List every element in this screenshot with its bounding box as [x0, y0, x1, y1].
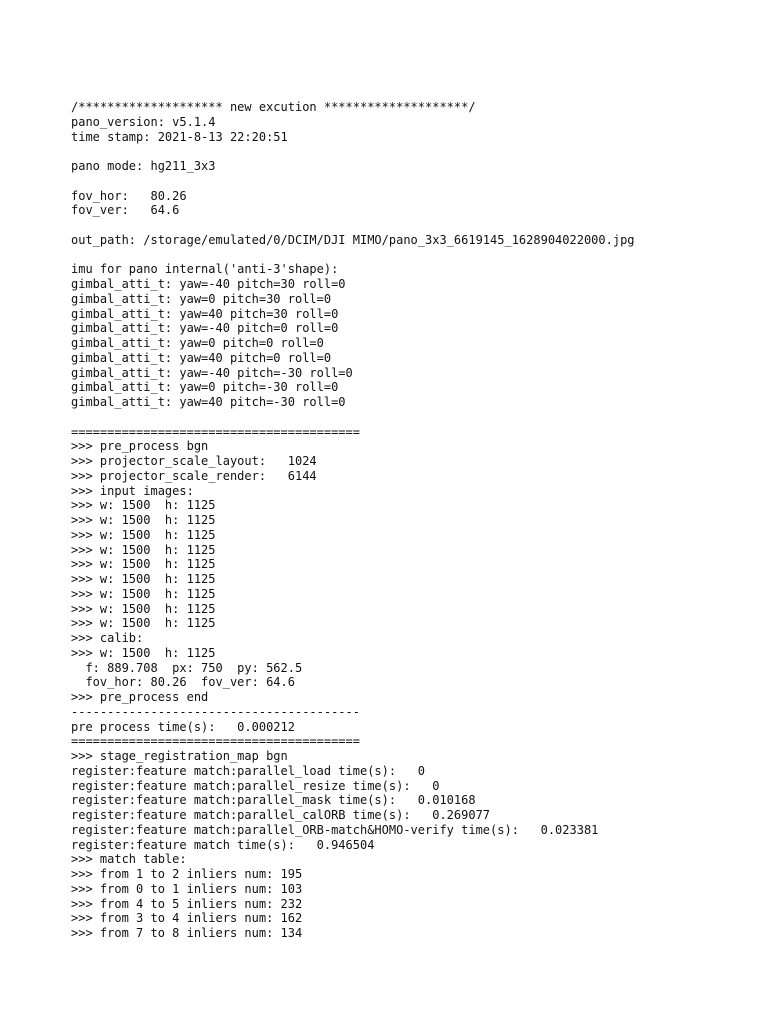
log-line: ----------------------------------------: [71, 704, 360, 719]
log-line: >>> w: 1500 h: 1125: [71, 586, 216, 601]
log-line: gimbal_atti_t: yaw=40 pitch=-30 roll=0: [71, 395, 346, 409]
log-line: gimbal_atti_t: yaw=-40 pitch=-30 roll=0: [71, 365, 353, 380]
log-line: register:feature match:parallel_load time(s): 0: [71, 763, 426, 778]
log-line: imu for pano internal('anti-3'shape):: [71, 262, 339, 277]
log-line: [71, 410, 751, 425]
log-line: register:feature match:parallel_calORB time(s): 0.269077: [71, 808, 491, 822]
log-line: register:feature match:parallel_ORB-match&HOMO-verify time(s): 0.023381: [71, 822, 599, 837]
log-line: >>> w: 1500 h: 1125: [71, 513, 216, 527]
log-line: >>> w: 1500 h: 1125: [71, 616, 216, 631]
log-line: /******************** new excution ********************/: [71, 100, 476, 114]
log-line: gimbal_atti_t: yaw=0 pitch=30 roll=0: [71, 291, 332, 306]
log-line: register:feature match time(s): 0.946504: [71, 837, 375, 852]
log-line: gimbal_atti_t: yaw=0 pitch=-30 roll=0: [71, 380, 339, 395]
log-line: >>> w: 1500 h: 1125: [71, 601, 216, 616]
log-line: >>> pre_process bgn: [71, 439, 209, 454]
log-line: >>> from 3 to 4 inliers num: 162: [71, 911, 303, 926]
log-line: pano_version: v5.1.4: [71, 114, 216, 129]
log-line: >>> from 0 to 1 inliers num: 103: [71, 881, 303, 896]
log-line: gimbal_atti_t: yaw=40 pitch=0 roll=0: [71, 350, 332, 365]
log-line: >>> pre_process end: [71, 690, 209, 704]
log-line: >>> from 4 to 5 inliers num: 232: [71, 896, 303, 911]
log-line: >>> w: 1500 h: 1125: [71, 645, 216, 660]
log-line: f: 889.708 px: 750 py: 562.5: [71, 660, 303, 675]
log-line: gimbal_atti_t: yaw=0 pitch=0 roll=0: [71, 336, 324, 350]
log-line: >>> w: 1500 h: 1125: [71, 498, 216, 513]
log-line: register:feature match:parallel_mask time(s): 0.010168: [71, 793, 476, 808]
log-line: [71, 248, 751, 263]
log-line: gimbal_atti_t: yaw=-40 pitch=30 roll=0: [71, 277, 346, 291]
log-line: [71, 174, 751, 189]
log-line: register:feature match:parallel_resize time(s): 0: [71, 778, 440, 793]
log-line: >>> w: 1500 h: 1125: [71, 572, 216, 586]
log-line: [71, 218, 751, 233]
log-line: >>> w: 1500 h: 1125: [71, 557, 216, 572]
log-line: ========================================: [71, 424, 360, 439]
log-line: >>> projector_scale_layout: 1024: [71, 454, 317, 468]
log-line: gimbal_atti_t: yaw=40 pitch=30 roll=0: [71, 306, 339, 321]
log-line: >>> input images:: [71, 483, 194, 498]
log-line: fov_ver: 64.6: [71, 203, 180, 218]
log-line: fov_hor: 80.26: [71, 188, 187, 203]
log-line: time stamp: 2021-8-13 22:20:51: [71, 129, 288, 144]
log-line: >>> w: 1500 h: 1125: [71, 527, 216, 542]
log-line: >>> projector_scale_render: 6144: [71, 468, 317, 483]
log-line: >>> from 1 to 2 inliers num: 195: [71, 867, 303, 881]
log-line: [71, 144, 751, 159]
log-line: ========================================: [71, 734, 360, 749]
log-text-block: [71, 100, 751, 941]
log-line: >>> match table:: [71, 852, 187, 867]
log-line: pre process time(s): 0.000212: [71, 719, 295, 734]
log-line: out_path: /storage/emulated/0/DCIM/DJI MIMO/pano_3x3_6619145_1628904022000.jpg: [71, 232, 635, 247]
log-line: >>> stage_registration_map bgn: [71, 749, 288, 763]
log-line: fov_hor: 80.26 fov_ver: 64.6: [71, 675, 295, 690]
log-line: pano mode: hg211_3x3: [71, 159, 216, 173]
log-line: >>> calib:: [71, 631, 144, 645]
log-line: >>> w: 1500 h: 1125: [71, 542, 216, 557]
log-line: >>> from 7 to 8 inliers num: 134: [71, 926, 303, 940]
log-line: gimbal_atti_t: yaw=-40 pitch=0 roll=0: [71, 321, 339, 336]
